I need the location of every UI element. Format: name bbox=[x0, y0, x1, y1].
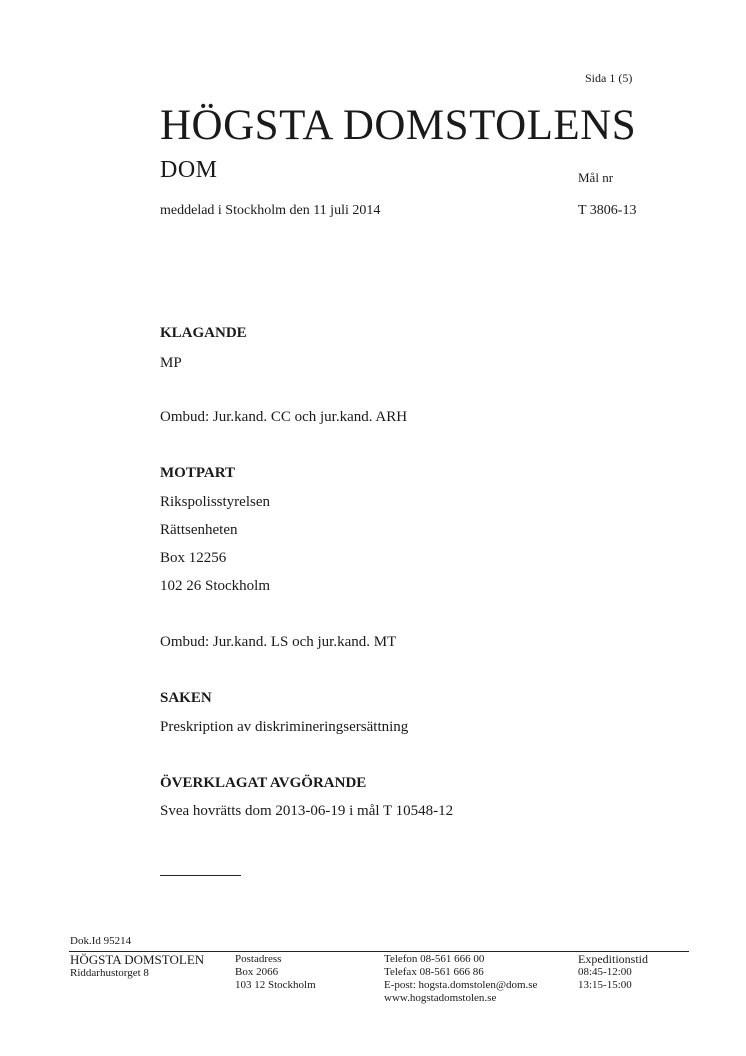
overklagat-text: Svea hovrätts dom 2013-06-19 i mål T 10548-12 bbox=[160, 803, 454, 819]
footer-postal-city: 103 12 Stockholm bbox=[235, 979, 316, 991]
document-type: DOM bbox=[160, 157, 218, 183]
klagande-heading: KLAGANDE bbox=[160, 325, 247, 341]
overklagat-heading: ÖVERKLAGAT AVGÖRANDE bbox=[160, 775, 367, 791]
klagande-counsel: Ombud: Jur.kand. CC och jur.kand. ARH bbox=[160, 409, 408, 425]
saken-text: Preskription av diskrimineringsersättning bbox=[160, 719, 409, 735]
motpart-line: Box 12256 bbox=[160, 550, 227, 566]
saken-heading: SAKEN bbox=[160, 690, 212, 706]
footer-court-name: HÖGSTA DOMSTOLEN bbox=[70, 952, 205, 967]
footer-hours-morning: 08:45-12:00 bbox=[578, 966, 632, 978]
motpart-counsel: Ombud: Jur.kand. LS och jur.kand. MT bbox=[160, 634, 397, 650]
footer-phone: Telefon 08-561 666 00 bbox=[384, 953, 485, 965]
footer-postal-column bbox=[235, 953, 316, 992]
court-title: HÖGSTA DOMSTOLENS bbox=[160, 102, 637, 149]
footer-postal-box: Box 2066 bbox=[235, 966, 279, 978]
page-number: Sida 1 (5) bbox=[585, 71, 633, 85]
footer-postal-label: Postadress bbox=[235, 953, 282, 965]
issued-date-line: meddelad i Stockholm den 11 juli 2014 bbox=[160, 203, 381, 218]
footer-fax: Telefax 08-561 666 86 bbox=[384, 966, 484, 978]
footer-hours-label: Expeditionstid bbox=[578, 952, 648, 966]
case-number-label: Mål nr bbox=[578, 170, 614, 185]
footer-court-column bbox=[70, 953, 204, 980]
case-number: T 3806-13 bbox=[578, 203, 637, 218]
klagande-name: MP bbox=[160, 355, 182, 371]
footer-hours-afternoon: 13:15-15:00 bbox=[578, 979, 632, 991]
footer-website[interactable]: www.hogstadomstolen.se bbox=[384, 992, 497, 1004]
document-id: Dok.Id 95214 bbox=[70, 935, 132, 947]
footer-email[interactable]: E-post: hogsta.domstolen@dom.se bbox=[384, 979, 538, 991]
motpart-line: Rättsenheten bbox=[160, 522, 238, 538]
section-divider bbox=[160, 875, 241, 876]
motpart-line: Rikspolisstyrelsen bbox=[160, 494, 271, 510]
footer-court-address: Riddarhustorget 8 bbox=[70, 967, 149, 979]
motpart-heading: MOTPART bbox=[160, 465, 236, 481]
footer-contact-column bbox=[384, 953, 537, 1005]
footer-hours-column bbox=[578, 953, 648, 992]
motpart-line: 102 26 Stockholm bbox=[160, 578, 271, 594]
